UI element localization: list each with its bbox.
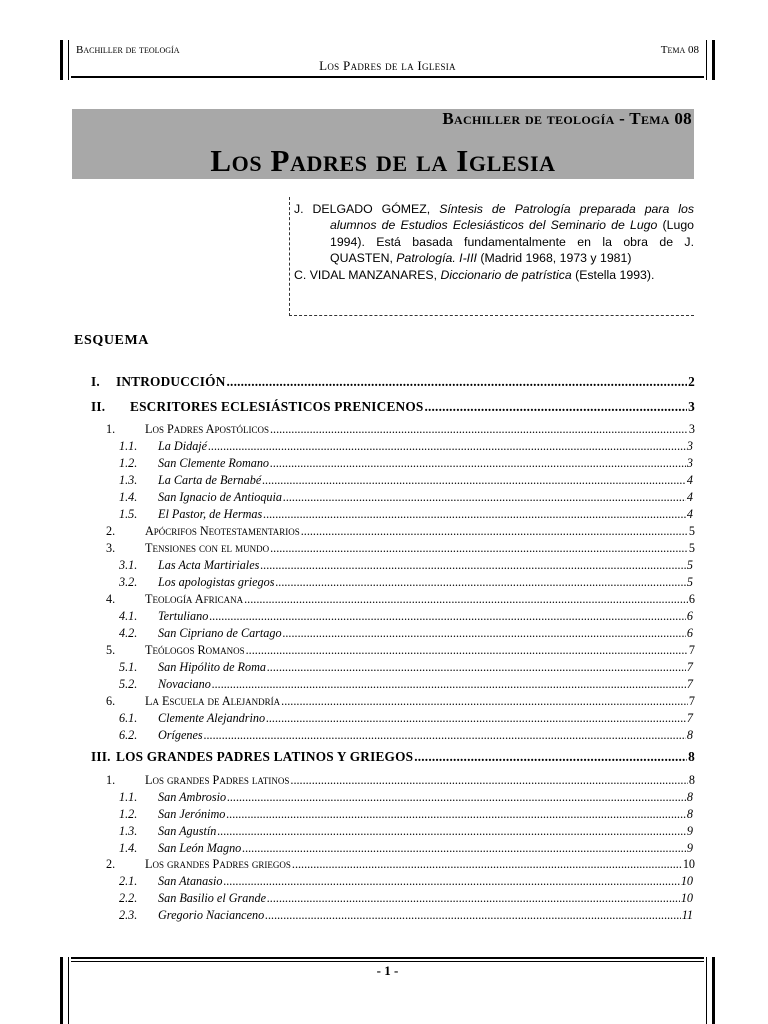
toc-dot-leader xyxy=(290,773,688,788)
toc-entry-page: 5 xyxy=(686,558,693,572)
toc-entry-number: 1.1. xyxy=(119,790,138,804)
header-course-label: Bachiller de teología xyxy=(76,44,180,56)
toc-entry-number: 3. xyxy=(106,541,116,555)
toc-entry[interactable] xyxy=(106,773,695,788)
toc-dot-leader xyxy=(244,592,688,607)
toc-entry-number: 1.3. xyxy=(119,473,138,487)
toc-entry-label: Novaciano xyxy=(158,677,211,691)
toc-entry-label: La Didajé xyxy=(158,439,208,453)
toc-entry-page: 4 xyxy=(686,490,693,504)
toc-entry-number: 1.3. xyxy=(119,824,138,838)
toc-entry-page: 7 xyxy=(688,694,695,708)
toc-entry-number: 1.5. xyxy=(119,507,138,521)
footer-rule-thin xyxy=(71,961,704,962)
toc-dot-leader xyxy=(265,908,681,923)
toc-entry[interactable] xyxy=(119,507,693,522)
bibliography-box xyxy=(289,197,694,316)
toc-dot-leader xyxy=(283,490,686,505)
toc-entry-page: 4 xyxy=(686,473,693,487)
bib-author: C. VIDAL MANZANARES, xyxy=(294,268,441,283)
toc-entry[interactable] xyxy=(106,592,695,607)
toc-entry-page: 7 xyxy=(686,677,693,691)
toc-entry-label: La Carta de Bernabé xyxy=(158,473,262,487)
bib-work-title: Diccionario de patrística xyxy=(440,268,572,283)
toc-entry-number: 1.2. xyxy=(119,807,138,821)
header-rule xyxy=(71,76,704,78)
toc-entry-number: 2.2. xyxy=(119,891,138,905)
toc-entry[interactable] xyxy=(119,711,693,726)
title-band xyxy=(72,109,694,179)
toc-entry-page: 8 xyxy=(688,773,695,787)
toc-entry-page: 7 xyxy=(688,643,695,657)
toc-dot-leader xyxy=(212,677,686,692)
toc-entry-number: 1. xyxy=(106,773,116,787)
toc-dot-leader xyxy=(208,439,686,454)
toc-entry-number: 1. xyxy=(106,422,116,436)
toc-dot-leader xyxy=(226,807,686,822)
toc-entry-number: 1.4. xyxy=(119,841,138,855)
bibliography-entry xyxy=(294,201,694,266)
toc-entry-label: Tertuliano xyxy=(158,609,209,623)
toc-entry-label: Las Acta Martiriales xyxy=(158,558,260,572)
bib-work-title: Patrología. I-III xyxy=(396,250,477,265)
toc-entry-label: Gregorio Nacianceno xyxy=(158,908,265,922)
header-topic-label: Tema 08 xyxy=(660,44,699,56)
toc-dot-leader xyxy=(270,541,688,556)
toc-dot-leader xyxy=(424,399,687,415)
footer-rule xyxy=(71,957,704,959)
toc-entry-page: 6 xyxy=(686,609,693,623)
toc-entry-number: 5.1. xyxy=(119,660,138,674)
outline-heading: ESQUEMA xyxy=(74,333,149,348)
toc-entry[interactable] xyxy=(119,456,693,471)
toc-entry-page: 7 xyxy=(686,711,693,725)
toc-entry-label: San Clemente Romano xyxy=(158,456,270,470)
toc-entry-page: 10 xyxy=(680,874,693,888)
toc-dot-leader xyxy=(275,575,685,590)
toc-dot-leader xyxy=(267,660,686,675)
toc-entry-page: 5 xyxy=(686,575,693,589)
toc-entry[interactable] xyxy=(91,399,695,415)
toc-dot-leader xyxy=(301,524,688,539)
toc-entry[interactable] xyxy=(106,643,695,658)
toc-dot-leader xyxy=(246,643,688,658)
toc-entry[interactable] xyxy=(119,728,693,743)
header-document-title: Los Padres de la Iglesia xyxy=(319,58,456,73)
toc-entry-number: 6.2. xyxy=(119,728,138,742)
toc-dot-leader xyxy=(204,728,686,743)
toc-dot-leader xyxy=(209,609,686,624)
toc-entry-label: Los grandes Padres latinos xyxy=(145,773,290,787)
toc-entry-page: 5 xyxy=(688,541,695,555)
toc-dot-leader xyxy=(292,857,682,872)
toc-entry-page: 9 xyxy=(686,841,693,855)
toc-entry-page: 8 xyxy=(686,790,693,804)
toc-entry[interactable] xyxy=(106,694,695,709)
toc-entry[interactable] xyxy=(119,891,693,906)
toc-entry[interactable] xyxy=(119,473,693,488)
toc-entry-number: II. xyxy=(91,399,106,414)
toc-entry-page: 5 xyxy=(688,524,695,538)
toc-dot-leader xyxy=(262,473,686,488)
toc-entry-number: 6. xyxy=(106,694,116,708)
toc-entry-label: INTRODUCCIÓN xyxy=(116,374,226,389)
toc-entry-page: 4 xyxy=(686,507,693,521)
toc-dot-leader xyxy=(227,374,688,390)
toc-entry[interactable] xyxy=(91,374,695,390)
toc-dot-leader xyxy=(266,711,686,726)
bib-details: (Lugo 1994). Está basada fundamentalmente en la obra de J. QUASTEN, xyxy=(330,218,694,265)
toc-entry-page: 6 xyxy=(686,626,693,640)
toc-entry-label: San Basilio el Grande xyxy=(158,891,266,905)
toc-entry[interactable] xyxy=(91,749,695,765)
toc-entry-number: 3.1. xyxy=(119,558,138,572)
toc-entry-page: 10 xyxy=(680,891,693,905)
toc-entry-number: 4.2. xyxy=(119,626,138,640)
bibliography-entry xyxy=(294,267,694,283)
toc-entry-number: 4. xyxy=(106,592,116,606)
toc-entry[interactable] xyxy=(119,874,693,889)
toc-entry-label: ESCRITORES ECLESIÁSTICOS PRENICENOS xyxy=(130,399,424,414)
toc-entry-page: 9 xyxy=(686,824,693,838)
toc-dot-leader xyxy=(223,874,679,889)
page-title: Los Padres de la Iglesia xyxy=(210,143,556,178)
toc-entry[interactable] xyxy=(106,422,695,437)
page-number: - 1 - xyxy=(376,963,399,978)
toc-dot-leader xyxy=(260,558,686,573)
toc-entry-number: 2.1. xyxy=(119,874,138,888)
toc-entry-page: 3 xyxy=(688,422,695,436)
toc-entry[interactable] xyxy=(119,677,693,692)
toc-dot-leader xyxy=(242,841,686,856)
toc-entry-page: 8 xyxy=(686,807,693,821)
toc-entry-page: 3 xyxy=(688,399,695,414)
toc-entry[interactable] xyxy=(119,790,693,805)
toc-entry-label: Apócrifos Neotestamentarios xyxy=(145,524,300,538)
toc-entry-label: San Ignacio de Antioquia xyxy=(158,490,283,504)
toc-entry[interactable] xyxy=(119,558,693,573)
toc-entry-label: Los apologistas griegos xyxy=(158,575,275,589)
toc-entry-number: 5. xyxy=(106,643,116,657)
toc-entry-page: 7 xyxy=(686,660,693,674)
bib-work-title: Síntesis de Patrología preparada para los alumnos de Estudios Eclesiásticos del Seminario de Lugo xyxy=(330,202,695,233)
bib-details: (Madrid 1968, 1973 y 1981) xyxy=(476,250,632,265)
page-footer xyxy=(60,957,715,1024)
toc-entry-page: 11 xyxy=(681,908,693,922)
toc-entry-number: 5.2. xyxy=(119,677,138,691)
toc-entry-number: 2. xyxy=(106,524,116,538)
title-band-subtitle: Bachiller de teología - Tema 08 xyxy=(442,109,692,128)
toc-entry-number: 1.4. xyxy=(119,490,138,504)
toc-entry[interactable] xyxy=(119,490,693,505)
toc-entry-label: San Jerónimo xyxy=(158,807,226,821)
toc-entry-label: Teología Africana xyxy=(145,592,244,606)
toc-entry-page: 3 xyxy=(686,439,693,453)
toc-entry[interactable] xyxy=(106,524,695,539)
toc-entry-number: 3.2. xyxy=(119,575,138,589)
toc-entry-page: 2 xyxy=(688,374,695,389)
toc-entry[interactable] xyxy=(119,908,693,923)
toc-entry-label: La Escuela de Alejandría xyxy=(145,694,281,708)
toc-entry-page: 6 xyxy=(688,592,695,606)
toc-entry-label: San Agustín xyxy=(158,824,217,838)
toc-entry-number: 2. xyxy=(106,857,116,871)
running-header-inner-frame xyxy=(68,40,707,80)
toc-entry[interactable] xyxy=(119,609,693,624)
toc-dot-leader xyxy=(267,891,680,906)
toc-entry-label: Los Padres Apostólicos xyxy=(145,422,269,436)
toc-entry-number: 2.3. xyxy=(119,908,138,922)
toc-entry-label: San Ambrosio xyxy=(158,790,227,804)
toc-entry-label: Los grandes Padres griegos xyxy=(145,857,291,871)
toc-entry-number: 1.1. xyxy=(119,439,138,453)
toc-entry-label: San Cipriano de Cartago xyxy=(158,626,282,640)
toc-dot-leader xyxy=(283,626,686,641)
toc-entry[interactable] xyxy=(119,660,693,675)
toc-entry-page: 8 xyxy=(686,728,693,742)
toc-entry[interactable] xyxy=(119,575,693,590)
toc-entry[interactable] xyxy=(119,841,693,856)
bib-author: J. DELGADO GÓMEZ, xyxy=(294,202,440,216)
toc-entry-page: 8 xyxy=(688,749,695,764)
toc-entry[interactable] xyxy=(119,439,693,454)
toc-entry[interactable] xyxy=(106,857,695,872)
page-footer-inner-frame xyxy=(68,957,707,1024)
toc-entry-number: 6.1. xyxy=(119,711,138,725)
toc-entry-page: 10 xyxy=(682,857,695,871)
toc-entry-label: LOS GRANDES PADRES LATINOS Y GRIEGOS xyxy=(116,749,414,764)
toc-dot-leader xyxy=(270,422,688,437)
toc-entry-label: San Hipólito de Roma xyxy=(158,660,266,674)
toc-entry-number: I. xyxy=(91,374,100,389)
toc-entry-label: San Atanasio xyxy=(158,874,223,888)
toc-entry[interactable] xyxy=(106,541,695,556)
toc-dot-leader xyxy=(414,749,687,765)
toc-entry[interactable] xyxy=(119,824,693,839)
toc-dot-leader xyxy=(281,694,688,709)
toc-entry-number: 1.2. xyxy=(119,456,138,470)
toc-entry-label: Clemente Alejandrino xyxy=(158,711,266,725)
running-header xyxy=(60,40,715,80)
toc-dot-leader xyxy=(227,790,686,805)
toc-entry-label: San León Magno xyxy=(158,841,242,855)
toc-entry-label: Teólogos Romanos xyxy=(145,643,245,657)
toc-entry-label: Tensiones con el mundo xyxy=(145,541,270,555)
toc-entry-number: 4.1. xyxy=(119,609,138,623)
toc-dot-leader xyxy=(263,507,686,522)
toc-entry-label: Orígenes xyxy=(158,728,203,742)
toc-entry[interactable] xyxy=(119,626,693,641)
toc-entry-page: 3 xyxy=(686,456,693,470)
toc-dot-leader xyxy=(217,824,686,839)
toc-entry-number: III. xyxy=(91,749,111,764)
toc-entry-label: El Pastor, de Hermas xyxy=(158,507,263,521)
toc-entry[interactable] xyxy=(119,807,693,822)
bib-details: (Estella 1993). xyxy=(571,268,655,283)
toc-dot-leader xyxy=(270,456,686,471)
